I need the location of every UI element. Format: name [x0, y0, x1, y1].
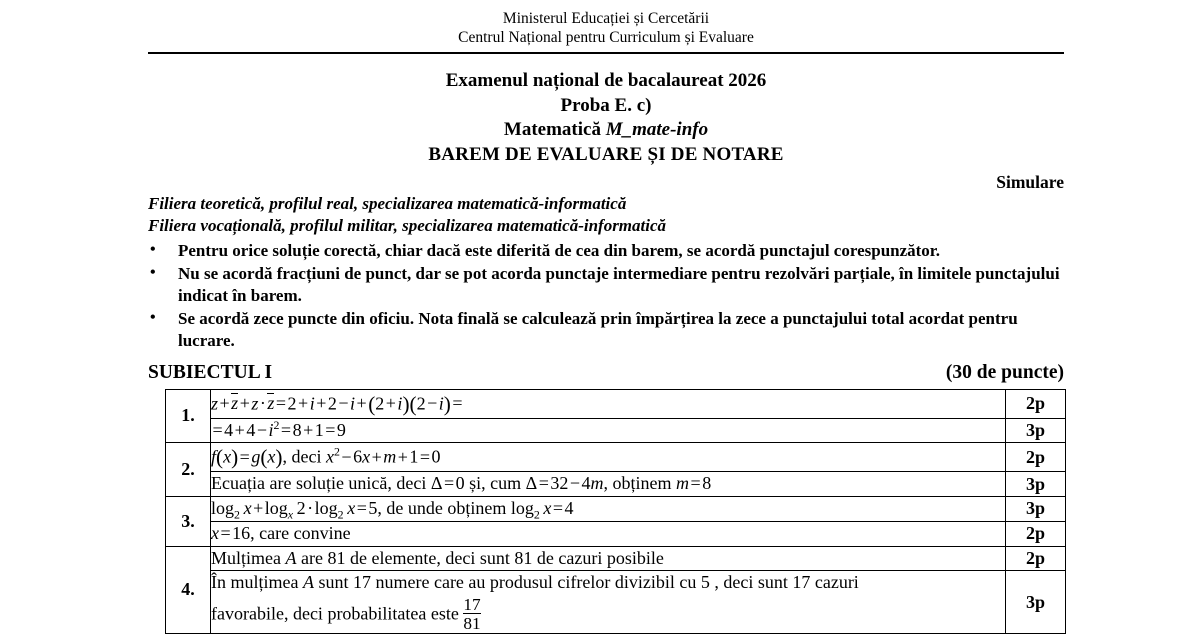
solution-text-b: sunt 17 numere care au produsul cifrelor divizibil cu 5 , deci sunt 17 cazuri	[314, 572, 859, 592]
solution-line	[211, 571, 1005, 595]
set-variable: A	[303, 572, 314, 592]
solution-text-a: , de unde obținem	[377, 498, 510, 518]
bullet-icon: •	[150, 307, 156, 330]
bullet-icon: •	[150, 239, 156, 262]
solution-text-c: , obținem	[604, 473, 677, 493]
points-cell: 3p	[1006, 472, 1066, 497]
solution-line	[211, 547, 1005, 571]
solution-cell	[211, 546, 1006, 571]
points-cell: 2p	[1006, 546, 1066, 571]
barem-table	[165, 389, 1066, 634]
points-cell: 2p	[1006, 443, 1066, 472]
page-content	[148, 0, 1064, 634]
table-row	[166, 497, 1066, 522]
table-row	[166, 571, 1066, 634]
session-label: Simulare	[148, 171, 1064, 193]
solution-cell	[211, 472, 1006, 497]
grading-note-text: Nu se acordă fracțiuni de punct, dar se pot acorda punctaje intermediare pentru rezolvări parțiale, în limitele punctajului indicat în barem.	[178, 264, 1060, 306]
grading-note-item	[148, 263, 1064, 308]
proba-title: Proba E. c)	[148, 94, 1064, 119]
solution-line: Ecuația are soluție unică, deci Δ=0 și, cum Δ=32−4m, obținem m=8	[211, 472, 1005, 496]
filiera-line-2: Filiera vocațională, profilul militar, specializarea matematică-informatică	[148, 215, 1064, 237]
solution-line	[211, 595, 1005, 633]
solution-cell	[211, 521, 1006, 546]
ministry-line-2: Centrul Național pentru Curriculum și Evaluare	[148, 28, 1064, 47]
document-title-block	[148, 54, 1064, 167]
table-row	[166, 443, 1066, 472]
subject-title	[148, 118, 1064, 143]
solution-text-a: Mulțimea	[211, 548, 286, 568]
solution-cell	[211, 418, 1006, 443]
solution-text-c: favorabile, deci probabilitatea este	[211, 604, 463, 624]
fraction-numerator: 17	[463, 595, 480, 614]
subject-heading-row	[148, 362, 1064, 384]
solution-text-a: , care convine	[250, 523, 350, 543]
table-row	[166, 472, 1066, 497]
bullet-icon: •	[150, 262, 156, 285]
filiera-block	[148, 193, 1064, 236]
solution-line: f(x)=g(x), deci $x^2-6x+m+1=0$	[211, 443, 1005, 471]
points-cell: 3p	[1006, 497, 1066, 522]
points-cell: 3p	[1006, 418, 1066, 443]
points-cell: 2p	[1006, 521, 1066, 546]
probability-fraction	[463, 595, 480, 633]
solution-cell	[211, 571, 1006, 634]
solution-line: z+z+z·z=2+i+2−i+(2+i)(2−i)=	[211, 390, 1005, 418]
subject-points: (30 de puncte)	[946, 362, 1064, 384]
row-number: 1.	[166, 389, 211, 443]
solution-line: x=16, care convine	[211, 522, 1005, 546]
solution-text-b: și, cum	[465, 473, 526, 493]
table-row	[166, 546, 1066, 571]
fraction-denominator: 81	[463, 613, 480, 633]
row-number: 3.	[166, 497, 211, 547]
row-number: 4.	[166, 546, 211, 634]
solution-line: $=4+4-i^2=8+1=9$	[211, 419, 1005, 443]
barem-title: BAREM DE EVALUARE ȘI DE NOTARE	[148, 143, 1064, 168]
subject-variant: M_mate-info	[606, 119, 708, 140]
grading-note-text: Se acordă zece puncte din oficiu. Nota finală se calculează prin împărțirea la zece a punctajului total acordat pentru lucrare.	[178, 309, 1018, 351]
grading-note-item	[148, 308, 1064, 353]
grading-note-text: Pentru orice soluție corectă, chiar dacă este diferită de cea din barem, se acordă punctajul corespunzător.	[178, 241, 940, 260]
exam-title: Examenul național de bacalaureat 2026	[148, 69, 1064, 94]
ministry-line-1: Ministerul Educației și Cercetării	[148, 9, 1064, 28]
filiera-line-1: Filiera teoretică, profilul real, specializarea matematică-informatică	[148, 193, 1064, 215]
solution-cell	[211, 497, 1006, 522]
table-row	[166, 389, 1066, 418]
page-title: SUBIECTUL I	[148, 362, 272, 384]
solution-text-a: În mulțimea	[211, 572, 303, 592]
solution-text-a: Ecuația are soluție unică, deci	[211, 473, 431, 493]
subject-prefix: Matematică	[504, 119, 606, 140]
table-row	[166, 418, 1066, 443]
points-cell: 2p	[1006, 389, 1066, 418]
solution-line: $\log_2 x+\log_x$ $2\cdot\log_2$ x=5, de unde obținem $\log_2 x=4$	[211, 497, 1005, 521]
set-variable: A	[286, 548, 297, 568]
solution-cell	[211, 389, 1006, 418]
ministry-header	[148, 0, 1064, 47]
table-row	[166, 521, 1066, 546]
row-number: 2.	[166, 443, 211, 497]
solution-cell	[211, 443, 1006, 472]
solution-text-b: are 81 de elemente, deci sunt 81 de cazuri posibile	[297, 548, 664, 568]
grading-note-item	[148, 240, 1064, 263]
points-cell: 3p	[1006, 571, 1066, 634]
grading-notes	[148, 240, 1064, 353]
